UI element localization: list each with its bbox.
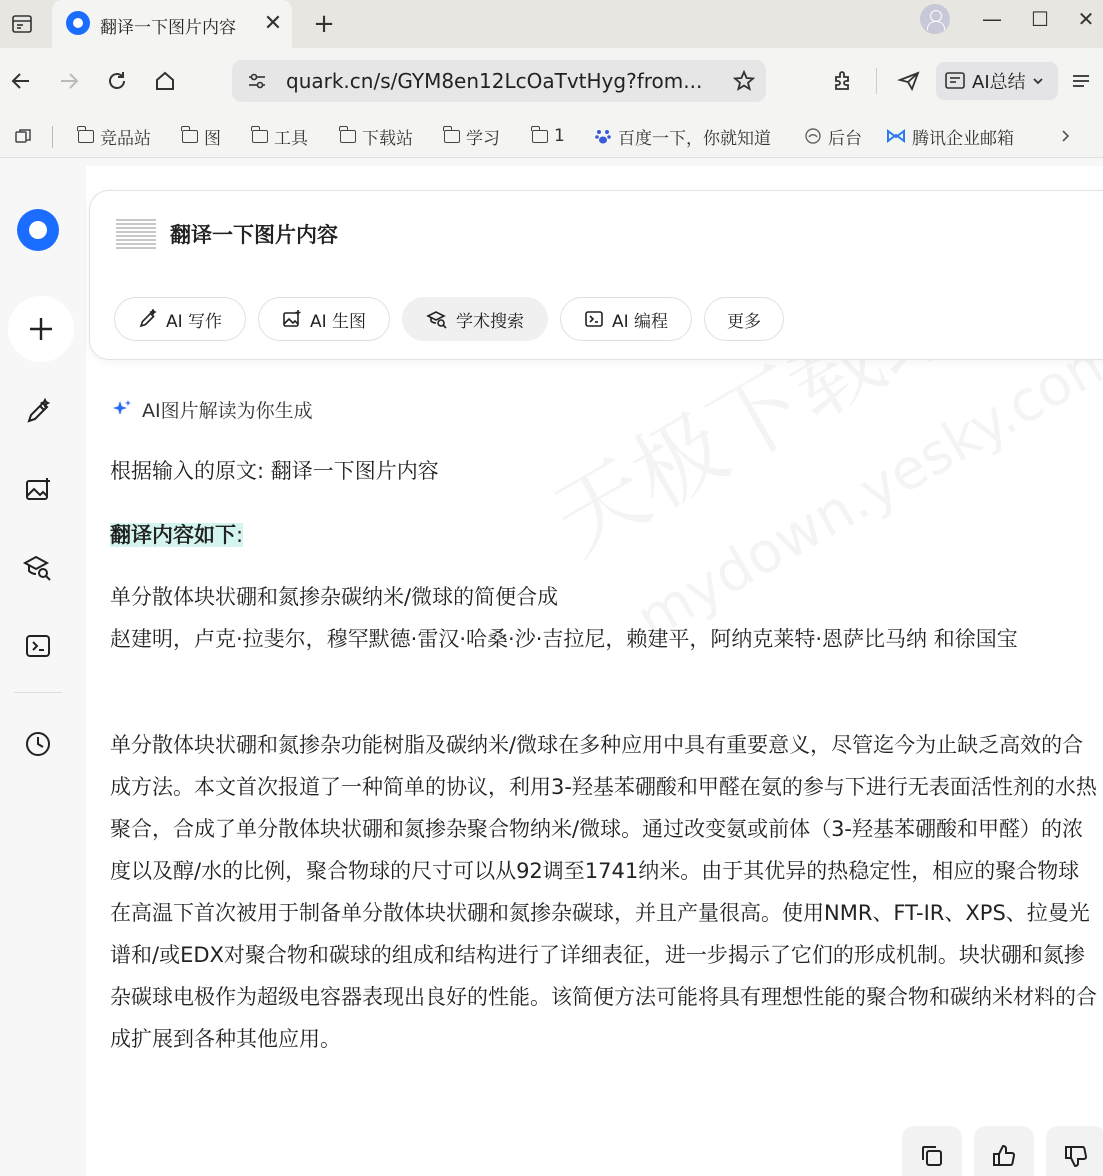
folder-icon xyxy=(182,130,198,143)
bookmark-folder-tu[interactable] xyxy=(182,124,221,148)
sidebar-divider xyxy=(14,692,62,693)
url-field[interactable] xyxy=(232,60,766,102)
ai-summary-icon xyxy=(944,71,966,91)
plus-icon xyxy=(27,315,55,343)
bookmarks-divider xyxy=(52,126,53,148)
tool-label: AI 写作 xyxy=(165,311,223,332)
ai-summary-button[interactable] xyxy=(936,62,1058,100)
answer-heading xyxy=(110,514,1100,556)
sparkle-icon xyxy=(110,398,134,422)
academic-search-icon xyxy=(426,309,448,329)
tencent-mail-icon xyxy=(886,128,906,144)
bookmark-label: 1 xyxy=(554,126,565,146)
bookmark-baidu[interactable] xyxy=(594,124,771,148)
ai-image-icon[interactable] xyxy=(20,472,56,508)
ai-write-icon[interactable] xyxy=(20,394,56,430)
folder-icon xyxy=(340,130,356,143)
send-icon[interactable] xyxy=(892,64,926,98)
baidu-paw-icon xyxy=(594,127,612,145)
chevron-down-icon xyxy=(1032,75,1044,87)
bookmarks-more-icon[interactable] xyxy=(1058,124,1072,148)
quark-favicon-icon xyxy=(66,11,90,35)
tool-ai-write-button[interactable] xyxy=(114,297,246,341)
thumbs-up-icon xyxy=(991,1143,1017,1169)
bookmark-folder-1[interactable] xyxy=(532,124,565,148)
tab-groups-icon[interactable] xyxy=(14,124,32,148)
thumbs-down-icon xyxy=(1063,1143,1089,1169)
bookmark-folder-study[interactable] xyxy=(444,124,500,148)
paper-title: 单分散体块状硼和氮掺杂碳纳米/微球的简便合成 xyxy=(110,585,559,609)
folder-icon xyxy=(252,130,268,143)
quark-logo-icon[interactable] xyxy=(17,209,59,251)
minimize-button[interactable]: — xyxy=(982,7,1002,31)
copy-button[interactable] xyxy=(902,1126,962,1176)
folder-icon xyxy=(532,130,548,143)
tool-more-button[interactable] xyxy=(704,297,784,341)
answer-heading-colon: : xyxy=(236,523,244,547)
thumbs-down-button[interactable] xyxy=(1046,1126,1103,1176)
bookmark-label: 学习 xyxy=(466,128,500,149)
active-tab[interactable] xyxy=(52,0,292,48)
bookmark-label: 百度一下，你就知道 xyxy=(618,128,771,149)
bookmark-label: 腾讯企业邮箱 xyxy=(912,128,1014,149)
bookmarks-bar xyxy=(0,114,1103,158)
thumbs-up-button[interactable] xyxy=(974,1126,1034,1176)
tab-close-icon[interactable]: ✕ xyxy=(263,10,283,36)
new-chat-button[interactable] xyxy=(8,296,74,362)
tool-label: AI 生图 xyxy=(309,311,367,332)
ai-generated-label: AI图片解读为你生成 xyxy=(142,400,313,422)
bookmark-tencent-mail[interactable] xyxy=(886,124,1014,148)
bookmark-folder-download[interactable] xyxy=(340,124,413,148)
site-globe-icon xyxy=(804,127,822,145)
bookmark-houtai[interactable] xyxy=(804,124,862,148)
history-clock-icon[interactable] xyxy=(20,726,56,762)
image-icon xyxy=(282,309,302,329)
extensions-icon[interactable] xyxy=(826,64,860,98)
bookmark-star-icon[interactable] xyxy=(732,69,756,97)
menu-icon[interactable] xyxy=(1064,64,1098,98)
paper-abstract: 单分散体块状硼和氮掺杂功能树脂及碳纳米/微球在多种应用中具有重要意义，尽管迄今为止缺乏高效的合成方法。本文首次报道了一种简单的协议，利用3-羟基苯硼酸和甲醛在氨的参与下进行无表面活性剂的水热聚合，合成了单分散体块状硼和氮掺杂聚合物纳米/微球。通过改变氨或前体（3-羟基苯硼酸和甲醛）的浓度以及醇/水的比例，聚合物球的尺寸可以从92调至1741纳米。由于其优异的热稳定性，相应的聚合物球在高温下首次被用于制备单分散体块状硼和氮掺杂碳球，并且产量很高。使用NMR、FT-IR、XPS、拉曼光谱和/或EDX对聚合物和碳球的组成和结构进行了详细表征，进一步揭示了它们的形成机制。块状硼和氮掺杂碳球电极作为超级电容器表现出良好的性能。该简便方法可能将具有理想性能的聚合物和碳纳米材料的合成扩展到各种其他应用。 xyxy=(110,733,1097,1051)
bookmark-label: 下载站 xyxy=(362,128,413,149)
forward-icon[interactable] xyxy=(52,64,86,98)
academic-search-icon[interactable] xyxy=(20,550,56,586)
profile-avatar-icon[interactable] xyxy=(920,4,950,34)
query-card xyxy=(89,190,1103,360)
tool-ai-code-button[interactable] xyxy=(560,297,692,341)
tab-actions-icon[interactable] xyxy=(6,8,38,40)
window-close-button[interactable]: ✕ xyxy=(1077,7,1095,31)
bookmark-folder-jingpin[interactable] xyxy=(78,124,151,148)
answer-heading-text: 翻译内容如下 xyxy=(110,523,236,547)
home-icon[interactable] xyxy=(148,64,182,98)
site-settings-icon[interactable] xyxy=(246,70,268,96)
bookmark-label: 竞品站 xyxy=(100,128,151,149)
sidebar xyxy=(0,166,86,1176)
ai-generated-note xyxy=(110,396,313,423)
paper-authors: 赵建明，卢克·拉斐尔，穆罕默德·雷汉·哈桑·沙·吉拉尼，赖建平，阿纳克莱特·恩萨比马纳 和徐国宝 xyxy=(110,627,1018,651)
ai-code-icon[interactable] xyxy=(20,628,56,664)
bookmark-label: 后台 xyxy=(828,128,862,149)
address-bar xyxy=(0,48,1103,114)
ai-summary-label: AI总结 xyxy=(972,72,1026,93)
bookmark-label: 工具 xyxy=(274,128,308,149)
tab-bar xyxy=(0,0,1103,48)
maximize-button[interactable]: ☐ xyxy=(1031,7,1049,31)
tool-label: 学术搜索 xyxy=(456,311,524,332)
code-icon xyxy=(584,309,604,329)
main-content xyxy=(86,166,1103,1176)
tab-title: 翻译一下图片内容 xyxy=(100,18,236,38)
back-icon[interactable] xyxy=(4,64,38,98)
tool-ai-image-button[interactable] xyxy=(258,297,390,341)
bookmark-folder-tools[interactable] xyxy=(252,124,308,148)
toolbar-divider xyxy=(876,68,877,94)
uploaded-image-thumbnail[interactable] xyxy=(116,217,156,249)
bookmark-label: 图 xyxy=(204,128,221,149)
tool-label: AI 编程 xyxy=(611,311,669,332)
copy-icon xyxy=(919,1143,945,1169)
tool-label: 更多 xyxy=(727,311,761,332)
reload-icon[interactable] xyxy=(100,64,134,98)
new-tab-button[interactable]: + xyxy=(313,9,335,39)
query-title: 翻译一下图片内容 xyxy=(170,223,338,247)
folder-icon xyxy=(78,130,94,143)
tool-academic-search-button[interactable] xyxy=(402,297,548,341)
folder-icon xyxy=(444,130,460,143)
pen-icon xyxy=(138,309,158,329)
url-text: quark.cn/s/GYM8en12LcOaTvtHyg?from... xyxy=(286,69,703,93)
source-line: 根据输入的原文: 翻译一下图片内容 xyxy=(110,459,439,483)
